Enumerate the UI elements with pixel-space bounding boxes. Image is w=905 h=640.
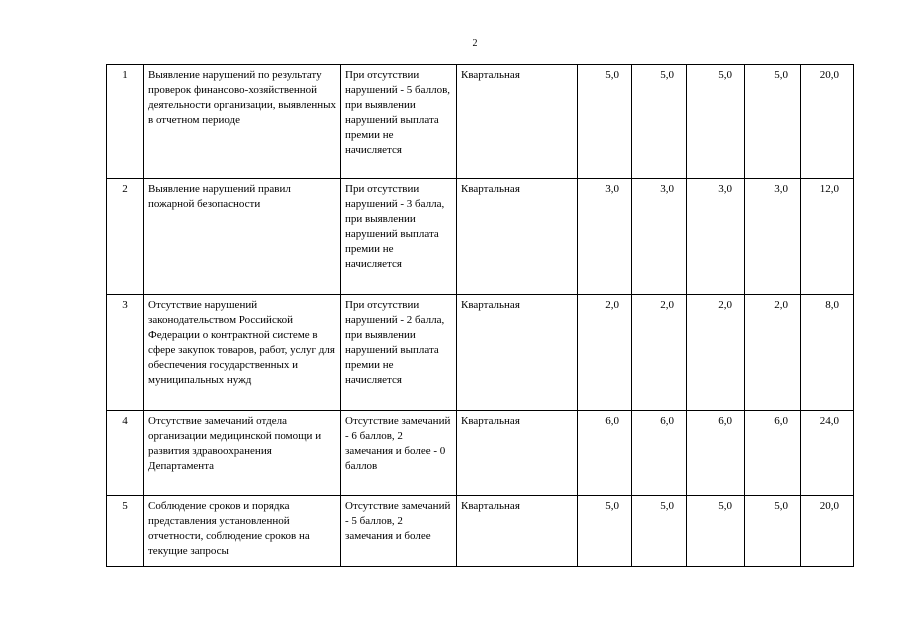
q3-score-cell: 5,0 <box>687 65 745 179</box>
total-score-cell: 20,0 <box>801 496 854 567</box>
q3-score-cell: 3,0 <box>687 179 745 295</box>
condition-cell: При отсутствии нарушений - 3 балла, при выявлении нарушений выплата премии не начисляется <box>341 179 457 295</box>
q2-score-cell: 6,0 <box>632 411 687 496</box>
condition-cell: Отсутствие замечаний - 5 баллов, 2 замечания и более <box>341 496 457 567</box>
frequency-cell: Квартальная <box>457 65 578 179</box>
frequency-cell: Квартальная <box>457 179 578 295</box>
frequency-cell: Квартальная <box>457 411 578 496</box>
criterion-cell: Выявление нарушений правил пожарной безопасности <box>144 179 341 295</box>
page-number: 2 <box>472 38 478 49</box>
q2-score-cell: 5,0 <box>632 496 687 567</box>
criterion-cell: Отсутствие замечаний отдела организации медицинской помощи и развития здравоохранения Департамента <box>144 411 341 496</box>
q3-score-cell: 5,0 <box>687 496 745 567</box>
total-score-cell: 24,0 <box>801 411 854 496</box>
condition-cell: При отсутствии нарушений - 5 баллов, при выявлении нарушений выплата премии не начисляется <box>341 65 457 179</box>
q3-score-cell: 6,0 <box>687 411 745 496</box>
row-number: 3 <box>107 295 144 411</box>
q3-score-cell: 2,0 <box>687 295 745 411</box>
q1-score-cell: 5,0 <box>578 496 632 567</box>
q1-score-cell: 5,0 <box>578 65 632 179</box>
frequency-cell: Квартальная <box>457 295 578 411</box>
table-row <box>107 179 854 295</box>
row-number: 4 <box>107 411 144 496</box>
frequency-cell: Квартальная <box>457 496 578 567</box>
q2-score-cell: 3,0 <box>632 179 687 295</box>
condition-cell: При отсутствии нарушений - 2 балла, при выявлении нарушений выплата премии не начисляется <box>341 295 457 411</box>
table-row <box>107 295 854 411</box>
criterion-cell: Отсутствие нарушений законодательством Российской Федерации о контрактной системе в сфере закупок товаров, работ, услуг для обеспечения государственных и муниципальных нужд <box>144 295 341 411</box>
row-number: 1 <box>107 65 144 179</box>
q4-score-cell: 5,0 <box>745 65 801 179</box>
criterion-cell: Соблюдение сроков и порядка представления установленной отчетности, соблюдение сроков на текущие запросы <box>144 496 341 567</box>
table-row <box>107 411 854 496</box>
table-row <box>107 496 854 567</box>
total-score-cell: 20,0 <box>801 65 854 179</box>
condition-cell: Отсутствие замечаний - 6 баллов, 2 замечания и более - 0 баллов <box>341 411 457 496</box>
q4-score-cell: 3,0 <box>745 179 801 295</box>
q2-score-cell: 2,0 <box>632 295 687 411</box>
q2-score-cell: 5,0 <box>632 65 687 179</box>
total-score-cell: 12,0 <box>801 179 854 295</box>
q1-score-cell: 3,0 <box>578 179 632 295</box>
q1-score-cell: 2,0 <box>578 295 632 411</box>
row-number: 5 <box>107 496 144 567</box>
q4-score-cell: 2,0 <box>745 295 801 411</box>
q4-score-cell: 6,0 <box>745 411 801 496</box>
total-score-cell: 8,0 <box>801 295 854 411</box>
criteria-table <box>106 64 854 567</box>
q1-score-cell: 6,0 <box>578 411 632 496</box>
criterion-cell: Выявление нарушений по результату проверок финансово-хозяйственной деятельности организации, выявленных в отчетном периоде <box>144 65 341 179</box>
row-number: 2 <box>107 179 144 295</box>
q4-score-cell: 5,0 <box>745 496 801 567</box>
table-row <box>107 65 854 179</box>
